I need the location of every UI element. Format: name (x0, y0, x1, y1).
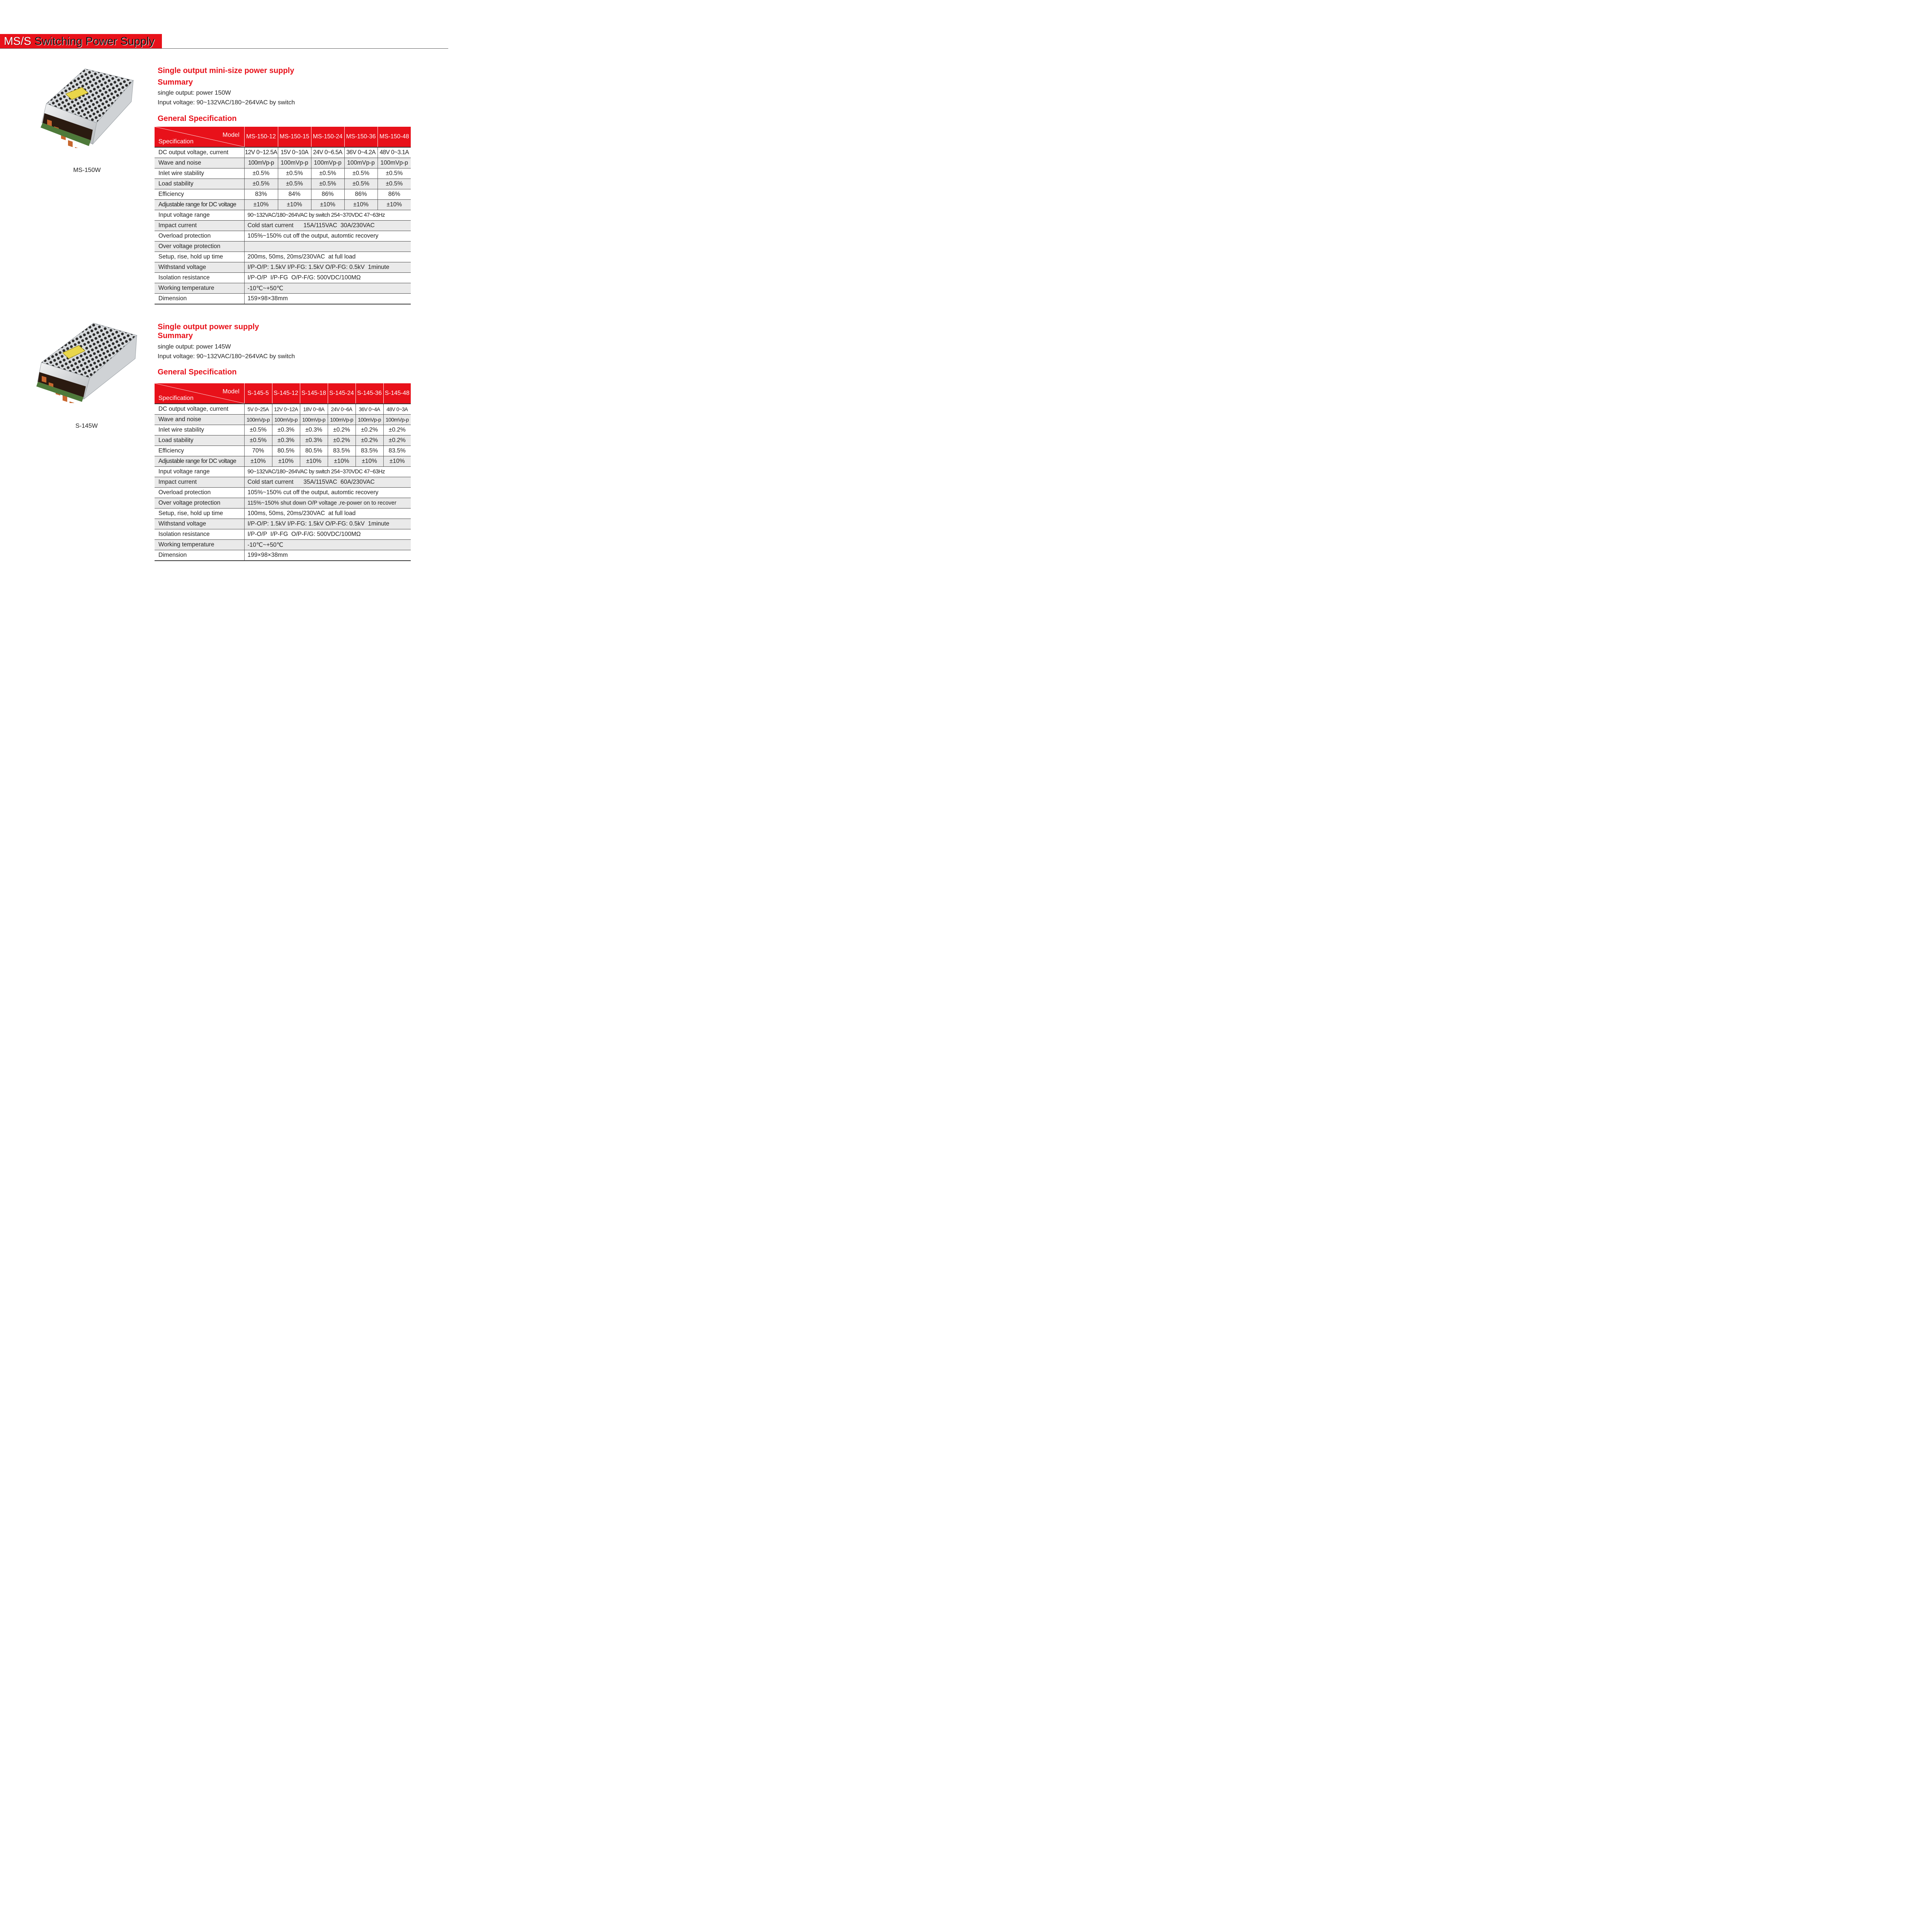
page-title (4, 34, 155, 48)
cell-value: 83.5% (383, 446, 411, 456)
table-row (155, 404, 411, 415)
cell-value: 105%~150% cut off the output, automtic recovery (244, 488, 411, 498)
table-header-spec-model (155, 127, 244, 147)
cell-value: 100mVp-p (244, 158, 278, 168)
cell-value: 100mVp-p (344, 158, 378, 168)
row-label: Adjustable range for DC voltage (155, 200, 244, 210)
table-row (155, 519, 411, 529)
cell-value: ±0.3% (272, 425, 300, 435)
cell-value: ±0.2% (356, 425, 383, 435)
row-label: Working temperature (155, 540, 244, 550)
cell-value: ±10% (311, 200, 344, 210)
cell-value (244, 242, 411, 252)
row-label: Overload protection (155, 488, 244, 498)
row-label: DC output voltage, current (155, 147, 244, 158)
cell-value: ±0.5% (311, 179, 344, 189)
table-row (155, 509, 411, 519)
cell-value: 100mVp-p (311, 158, 344, 168)
section1-summary-label: Summary (158, 78, 193, 87)
table-row (155, 415, 411, 425)
cell-value: 90~132VAC/180~264VAC by switch 254~370VDC 47~63Hz (244, 210, 411, 221)
cell-value: Cold start current 15A/115VAC 30A/230VAC (244, 221, 411, 231)
row-label: Over voltage protection (155, 242, 244, 252)
row-label: Withstand voltage (155, 519, 244, 529)
row-label: Inlet wire stability (155, 425, 244, 435)
cell-value: ±0.3% (300, 435, 328, 446)
cell-value: ±0.2% (383, 425, 411, 435)
cell-value: 83.5% (356, 446, 383, 456)
table-row (155, 262, 411, 273)
cell-value: ±0.2% (328, 435, 356, 446)
section2-summary-line: single output: power 145W (158, 344, 231, 350)
power-supply-image-s145 (36, 320, 138, 403)
header-divider (0, 48, 448, 49)
table-row (155, 200, 411, 210)
model-header: MS-150-24 (311, 127, 344, 147)
cell-value: 86% (344, 189, 378, 200)
table-row (155, 488, 411, 498)
table-row (155, 446, 411, 456)
model-header: S-145-5 (244, 383, 272, 404)
row-label: Over voltage protection (155, 498, 244, 509)
section1-heading: Single output mini-size power supply (158, 66, 294, 75)
table-row (155, 425, 411, 435)
row-label: Impact current (155, 477, 244, 488)
row-label: Wave and noise (155, 158, 244, 168)
section2-heading: Single output power supply (158, 323, 259, 331)
table-header-row (155, 383, 411, 404)
cell-value: 86% (311, 189, 344, 200)
row-label: Input voltage range (155, 467, 244, 477)
cell-value: 200ms, 50ms, 20ms/230VAC at full load (244, 252, 411, 262)
table-row (155, 467, 411, 477)
section2-spec-title: General Specification (158, 368, 237, 376)
cell-value: ±0.3% (272, 435, 300, 446)
table-row (155, 168, 411, 179)
cell-value: 80.5% (272, 446, 300, 456)
cell-value: 100ms, 50ms, 20ms/230VAC at full load (244, 509, 411, 519)
table-row (155, 179, 411, 189)
header-model-label: Model (222, 132, 240, 138)
table-row (155, 529, 411, 540)
cell-value: ±0.2% (383, 435, 411, 446)
section1-summary-line: Input voltage: 90~132VAC/180~264VAC by switch (158, 99, 295, 106)
cell-value: 84% (278, 189, 311, 200)
row-label: Withstand voltage (155, 262, 244, 273)
row-label: Isolation resistance (155, 529, 244, 540)
cell-value: 18V 0~8A (300, 404, 328, 415)
table-row (155, 435, 411, 446)
cell-value: ±10% (300, 456, 328, 467)
table-row (155, 283, 411, 294)
cell-value: ±10% (383, 456, 411, 467)
cell-value: 100mVp-p (278, 158, 311, 168)
cell-value: 100mVp-p (356, 415, 383, 425)
row-label: Load stability (155, 179, 244, 189)
row-label: Setup, rise, hold up time (155, 252, 244, 262)
cell-value: I/P-O/P: 1.5kV I/P-FG: 1.5kV O/P-FG: 0.5kV 1minute (244, 519, 411, 529)
row-label: Input voltage range (155, 210, 244, 221)
table-row (155, 221, 411, 231)
cell-value: 15V 0~10A (278, 147, 311, 158)
row-label: Dimension (155, 294, 244, 304)
cell-value: 100mVp-p (244, 415, 272, 425)
table-row (155, 147, 411, 158)
cell-value: -10℃~+50℃ (244, 283, 411, 294)
cell-value: 48V 0~3A (383, 404, 411, 415)
table-row (155, 540, 411, 550)
header-spec-label: Specification (158, 138, 194, 145)
cell-value: ±0.5% (244, 425, 272, 435)
cell-value: ±10% (344, 200, 378, 210)
cell-value: ±0.5% (244, 168, 278, 179)
cell-value: ±0.5% (278, 168, 311, 179)
power-supply-image-ms150 (39, 65, 135, 148)
cell-value: 36V 0~4.2A (344, 147, 378, 158)
table-row (155, 210, 411, 221)
table-row (155, 456, 411, 467)
cell-value: 199×98×38mm (244, 550, 411, 561)
table-row (155, 189, 411, 200)
cell-value: 100mVp-p (328, 415, 356, 425)
row-label: Wave and noise (155, 415, 244, 425)
table-row (155, 158, 411, 168)
row-label: DC output voltage, current (155, 404, 244, 415)
cell-value: ±0.5% (311, 168, 344, 179)
cell-value: ±0.5% (244, 435, 272, 446)
section1-spec-title: General Specification (158, 114, 237, 123)
cell-value: 48V 0~3.1A (378, 147, 411, 158)
cell-value: 70% (244, 446, 272, 456)
cell-value: 5V 0~25A (244, 404, 272, 415)
cell-value: I/P-O/P I/P-FG O/P-F/G: 500VDC/100MΩ (244, 529, 411, 540)
cell-value: ±0.5% (344, 179, 378, 189)
cell-value: 100mVp-p (378, 158, 411, 168)
model-header: S-145-36 (356, 383, 383, 404)
model-header: MS-150-36 (344, 127, 378, 147)
cell-value: ±0.5% (378, 179, 411, 189)
cell-value: 83.5% (328, 446, 356, 456)
table-header-row (155, 127, 411, 147)
model-header: MS-150-48 (378, 127, 411, 147)
cell-value: ±0.5% (344, 168, 378, 179)
cell-value: 36V 0~4A (356, 404, 383, 415)
cell-value: -10℃~+50℃ (244, 540, 411, 550)
page-title-part1: MS/S (4, 35, 31, 48)
row-label: Inlet wire stability (155, 168, 244, 179)
model-header: S-145-18 (300, 383, 328, 404)
spec-table-s145 (155, 383, 411, 561)
cell-value: 24V 0~6.5A (311, 147, 344, 158)
cell-value: 115%~150% shut down O/P voltage ,re-power on to recover (244, 498, 411, 509)
model-header: S-145-48 (383, 383, 411, 404)
table-row (155, 477, 411, 488)
cell-value: 100mVp-p (383, 415, 411, 425)
model-header: MS-150-15 (278, 127, 311, 147)
section1-summary-line: single output: power 150W (158, 90, 231, 96)
spec-table-ms150 (155, 127, 411, 304)
row-label: Adjustable range for DC voltage (155, 456, 244, 467)
model-header: S-145-12 (272, 383, 300, 404)
cell-value: ±0.3% (300, 425, 328, 435)
cell-value: ±10% (244, 200, 278, 210)
cell-value: 86% (378, 189, 411, 200)
model-header: S-145-24 (328, 383, 356, 404)
product-caption-ms150: MS-150W (73, 167, 101, 173)
row-label: Dimension (155, 550, 244, 561)
cell-value: ±10% (244, 456, 272, 467)
section2-summary-label: Summary (158, 332, 193, 340)
cell-value: ±10% (378, 200, 411, 210)
cell-value: ±10% (272, 456, 300, 467)
table-row (155, 231, 411, 242)
cell-value: ±0.5% (378, 168, 411, 179)
cell-value: 100mVp-p (272, 415, 300, 425)
product-caption-s145: S-145W (75, 423, 98, 429)
header-spec-label: Specification (158, 395, 194, 401)
model-header: MS-150-12 (244, 127, 278, 147)
cell-value: ±10% (278, 200, 311, 210)
table-row (155, 273, 411, 283)
row-label: Overload protection (155, 231, 244, 242)
header-model-label: Model (222, 388, 240, 395)
cell-value: 83% (244, 189, 278, 200)
cell-value: ±0.5% (278, 179, 311, 189)
table-row (155, 294, 411, 304)
table-row (155, 242, 411, 252)
table-row (155, 498, 411, 509)
row-label: Efficiency (155, 189, 244, 200)
cell-value: ±10% (328, 456, 356, 467)
row-label: Setup, rise, hold up time (155, 509, 244, 519)
table-row (155, 252, 411, 262)
cell-value: 105%~150% cut off the output, automtic recovery (244, 231, 411, 242)
cell-value: 80.5% (300, 446, 328, 456)
cell-value: 90~132VAC/180~264VAC by switch 254~370VDC 47~63Hz (244, 467, 411, 477)
table-row (155, 550, 411, 561)
row-label: Load stability (155, 435, 244, 446)
cell-value: ±0.2% (356, 435, 383, 446)
cell-value: Cold start current 35A/115VAC 60A/230VAC (244, 477, 411, 488)
cell-value: 100mVp-p (300, 415, 328, 425)
row-label: Working temperature (155, 283, 244, 294)
cell-value: 12V 0~12A (272, 404, 300, 415)
cell-value: ±0.5% (244, 179, 278, 189)
page-title-part2: Switching Power Supply (34, 35, 155, 48)
cell-value: ±0.2% (328, 425, 356, 435)
table-header-spec-model (155, 383, 244, 404)
cell-value: I/P-O/P: 1.5kV I/P-FG: 1.5kV O/P-FG: 0.5kV 1minute (244, 262, 411, 273)
cell-value: 12V 0~12.5A (244, 147, 278, 158)
section2-summary-line: Input voltage: 90~132VAC/180~264VAC by switch (158, 353, 295, 360)
row-label: Isolation resistance (155, 273, 244, 283)
cell-value: 159×98×38mm (244, 294, 411, 304)
cell-value: 24V 0~6A (328, 404, 356, 415)
cell-value: I/P-O/P I/P-FG O/P-F/G: 500VDC/100MΩ (244, 273, 411, 283)
cell-value: ±10% (356, 456, 383, 467)
row-label: Impact current (155, 221, 244, 231)
row-label: Efficiency (155, 446, 244, 456)
